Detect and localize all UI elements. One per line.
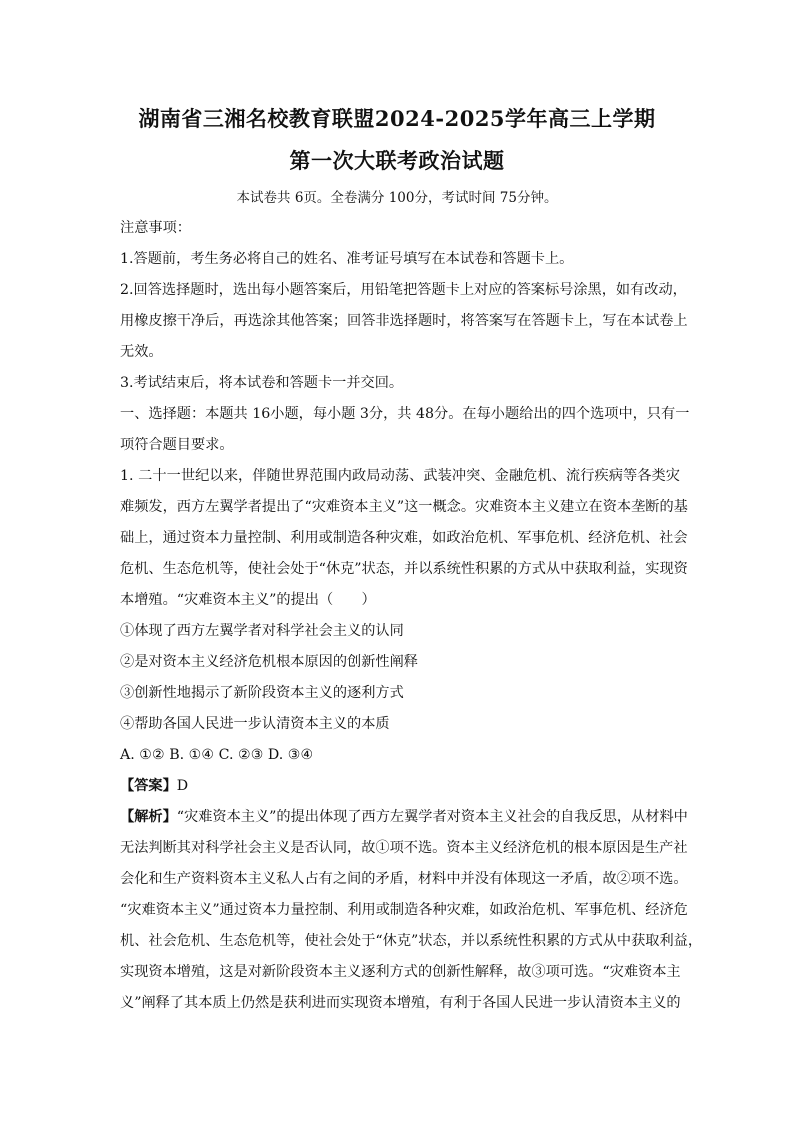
notice-item-2-line1: 2.回答选择题时，选出每小题答案后，用铅笔把答题卡上对应的答案标号涂黑，如有改动， [120,282,687,298]
analysis-line6: 实现资本增殖，这是对新阶段资本主义逐利方式的创新性解释，故③项可选。“灾难资本主 [120,964,681,980]
question-choices: A. ①② B. ①④ C. ②③ D. ③④ [120,747,314,763]
question-option-4: ④帮助各国人民进一步认清资本主义的本质 [120,716,390,732]
analysis-line1 [120,802,688,833]
section-heading-line2: 项符合题目要求。 [120,437,234,453]
analysis-label: 【解析】 [120,809,177,825]
section-heading-line1: 一、选择题：本题共 16小题，每小题 3分，共 48分。在每小题给出的四个选项中，只有一 [120,406,690,422]
analysis-line4: “灾难资本主义”通过资本力量控制、利用或制造各种灾难，如政治危机、军事危机、经济危 [120,902,688,918]
exam-info: 本试卷共 6页。全卷满分 100分，考试时间 75分钟。 [236,190,558,206]
question-stem-line5: 本增殖。“灾难资本主义”的提出（ ） [120,592,376,608]
exam-title-line2: 第一次大联考政治试题 [289,148,505,173]
answer-line [120,771,680,802]
question-option-3: ③创新性地揭示了新阶段资本主义的逐利方式 [120,685,404,701]
question-stem-line2: 难频发，西方左翼学者提出了“灾难资本主义”这一概念。灾难资本主义建立在资本垄断的基 [120,499,688,515]
notice-item-2-line2: 用橡皮擦干净后，再选涂其他答案；回答非选择题时，将答案写在答题卡上，写在本试卷上 [120,313,688,329]
notice-item-2-line3: 无效。 [120,344,163,360]
exam-title-line1: 湖南省三湘名校教育联盟2024-2025学年高三上学期 [138,106,656,131]
analysis-line2: 无法判断其对科学社会主义是否认同，故①项不选。资本主义经济危机的根本原因是生产社 [120,840,688,856]
notice-item-1: 1.答题前，考生务必将自己的姓名、准考证号填写在本试卷和答题卡上。 [120,251,574,267]
answer-label: 【答案】 [120,778,177,794]
question-stem-line1: 1. 二十一世纪以来，伴随世界范围内政局动荡、武装冲突、金融危机、流行疾病等各类灾 [120,468,680,484]
analysis-text-1: “灾难资本主义”的提出体现了西方左翼学者对资本主义社会的自我反思，从材料中 [176,809,688,825]
answer-value: D [176,778,189,794]
question-stem-line4: 危机、生态危机等，使社会处于“休克”状态，并以系统性积累的方式从中获取利益，实现资 [120,561,688,577]
analysis-line3: 会化和生产资料资本主义私人占有之间的矛盾，材料中并没有体现这一矛盾，故②项不选。 [120,871,688,887]
notice-item-3: 3.考试结束后，将本试卷和答题卡一并交回。 [120,375,404,391]
question-option-1: ①体现了西方左翼学者对科学社会主义的认同 [120,623,404,639]
question-stem-line3: 础上，通过资本力量控制、利用或制造各种灾难，如政治危机、军事危机、经济危机、社会 [120,530,688,546]
analysis-line5: 机、社会危机、生态危机等，使社会处于“休克”状态，并以系统性积累的方式从中获取利益， [120,933,703,949]
notice-heading: 注意事项： [120,220,191,236]
exam-body [120,213,703,1019]
question-option-2: ②是对资本主义经济危机根本原因的创新性阐释 [120,654,418,670]
analysis-line7: 义”阐释了其本质上仍然是获利进而实现资本增殖，有利于各国人民进一步认清资本主义的 [120,995,681,1011]
